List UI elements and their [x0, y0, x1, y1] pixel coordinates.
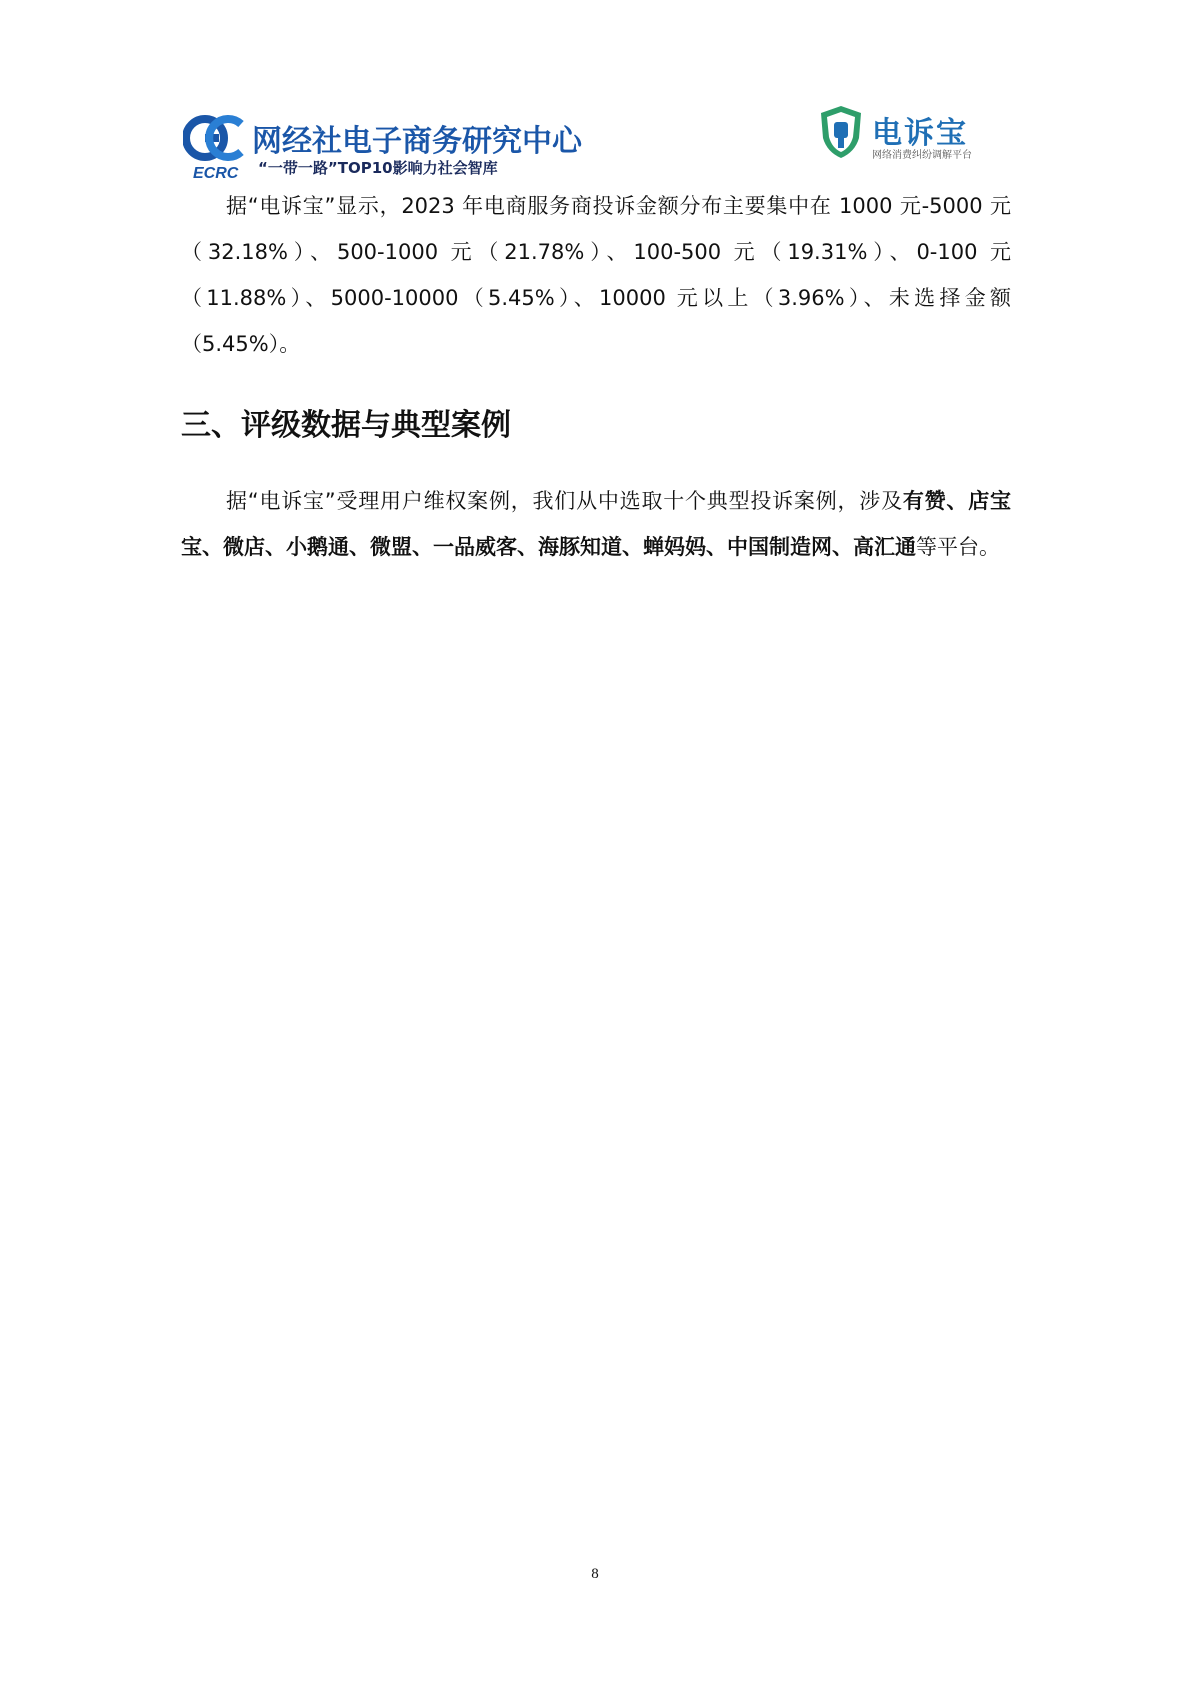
typical-cases-paragraph	[181, 478, 1011, 570]
dsb-subtitle: 网络消费纠纷调解平台	[872, 150, 972, 161]
platform-list: 有赞、店宝宝、微店、小鹅通、微盟、一品威客、海豚知道、蝉妈妈、中国制造网、高汇通	[181, 489, 1011, 559]
section-heading: 三、评级数据与典型案例	[181, 408, 511, 443]
amount-distribution-paragraph: 据“电诉宝”显示，2023 年电商服务商投诉金额分布主要集中在 1000 元-5000 元（32.18%）、500-1000 元（21.78%）、100-500 元（19.31%）、0-100 元（11.88%）、5000-10000（5.45%）、10000 元以上（3.96%）、未选择金额（5.45%）。	[181, 194, 1011, 356]
intro-text: 据“电诉宝”受理用户维权案例，我们从中选取十个典型投诉案例，涉及	[226, 489, 903, 513]
ecrc-slogan: “一带一路”TOP10影响力社会智库	[258, 159, 498, 177]
page-header	[0, 0, 1190, 190]
ecrc-title: 网经社电子商务研究中心	[252, 124, 582, 159]
dsb-title: 电诉宝	[872, 116, 968, 151]
ecrc-abbreviation: ECRC	[193, 165, 239, 182]
shield-fist-icon	[818, 104, 864, 160]
closing-text: 等平台。	[916, 535, 1000, 559]
page-number: 8	[591, 1566, 599, 1582]
